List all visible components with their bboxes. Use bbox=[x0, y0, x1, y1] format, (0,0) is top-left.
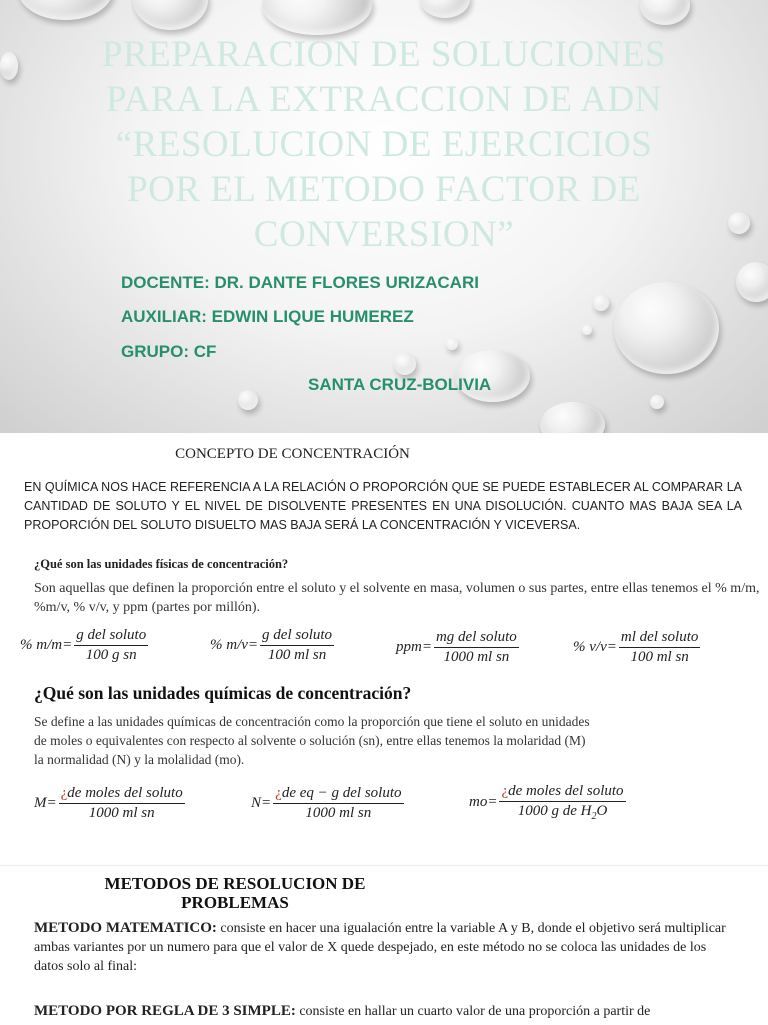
physical-units-text: Son aquellas que definen la proporción entre el soluto y el solvente en masa, volumen o sus partes, entre ellas tenemos el % m/m, %m/v, % v/v, y ppm (partes por millón). bbox=[34, 581, 760, 615]
chemical-units-question: ¿Qué son las unidades químicas de concentración? bbox=[34, 683, 412, 703]
text-line: de moles o equivalentes con respecto al solvente o solución (sn), entre ellas tenemos la molaridad (M) bbox=[34, 733, 586, 748]
water-drop bbox=[394, 353, 416, 375]
formula-lhs: % m/m= bbox=[20, 637, 73, 653]
water-drop bbox=[650, 395, 664, 409]
intro-paragraph: EN QUÍMICA NOS HACE REFERENCIA A LA RELACIÓN O PROPORCIÓN QUE SE PUEDE ESTABLECER AL COMPARAR LA CANTIDAD DE SOLUTO Y EL NIVEL DE DISOLVENTE PRESENTES EN UNA DISOLUCIÓN. CUANTO MAS BAJA SEA LA PROPORCIÓN DEL SOLUTO DISUELTO MAS BAJA SERÁ LA CONCENTRACIÓN Y VICEVERSA. bbox=[24, 480, 742, 532]
methods-title: METODOS DE RESOLUCION DE PROBLEMAS bbox=[104, 874, 366, 912]
water-drop bbox=[640, 0, 690, 25]
water-drop bbox=[614, 282, 719, 374]
water-drop bbox=[593, 295, 609, 311]
formula-v-v bbox=[573, 629, 700, 666]
formula-denominator: 1000 ml sn bbox=[305, 805, 372, 821]
title-line: PREPARACION DE SOLUCIONES bbox=[101, 34, 667, 75]
text-line: la normalidad (N) y la molalidad (mo). bbox=[34, 752, 245, 767]
physical-units-question: ¿Qué son las unidades físicas de concentración? bbox=[34, 557, 289, 571]
water-drop bbox=[540, 402, 605, 433]
formula-lhs: mo= bbox=[469, 794, 498, 810]
formula-denominator: 1000 g de H bbox=[517, 803, 592, 819]
water-drop bbox=[18, 0, 113, 20]
formula-molality bbox=[469, 783, 626, 822]
text-line: Se define a las unidades químicas de concentración como la proporción que tiene el soluto en unidades bbox=[34, 714, 590, 729]
formula-lhs: % v/v= bbox=[573, 639, 617, 655]
water-drop bbox=[736, 262, 768, 302]
title-line: POR EL METODO FACTOR DE bbox=[127, 169, 641, 210]
method-rule3-label: METODO POR REGLA DE 3 SIMPLE: bbox=[34, 1003, 296, 1019]
formula-numerator: ml del soluto bbox=[619, 629, 701, 648]
formula-numerator: de moles del soluto bbox=[67, 785, 183, 801]
water-drop bbox=[582, 325, 592, 335]
method-math-paragraph bbox=[34, 919, 734, 976]
method-rule3-text: consiste en hallar un cuarto valor de una proporción a partir de bbox=[295, 1004, 651, 1019]
title-line: CONVERSION” bbox=[253, 214, 515, 255]
formula-subscript: 2 bbox=[591, 811, 597, 822]
water-drop bbox=[0, 52, 18, 80]
formula-denominator: 100 ml sn bbox=[267, 647, 327, 663]
formula-lhs: N= bbox=[251, 795, 272, 811]
formula-numerator: g del soluto bbox=[74, 627, 148, 646]
formula-denominator: 1000 ml sn bbox=[443, 649, 510, 665]
auxiliar-label: AUXILIAR: EDWIN LIQUE HUMEREZ bbox=[121, 307, 414, 326]
formula-numerator: mg del soluto bbox=[434, 629, 519, 648]
water-drop bbox=[420, 0, 470, 18]
formula-mark: ¿ bbox=[501, 783, 509, 799]
formula-m-v bbox=[210, 627, 334, 664]
water-drop bbox=[446, 338, 458, 350]
method-math-text: consiste en hacer una igualación entre la variable A y B, donde el objetivo será multiplicar ambas variantes por un numero para que el valor de X quede despejado, en este método no se coloca las unidades de los datos solo al final: bbox=[34, 921, 726, 974]
grupo-label: GRUPO: CF bbox=[121, 342, 217, 361]
title-line: PARA LA EXTRACCION DE ADN bbox=[106, 79, 662, 120]
formula-mark: ¿ bbox=[275, 785, 282, 801]
formula-denominator: 100 ml sn bbox=[630, 649, 689, 665]
method-math-label: METODO MATEMATICO: bbox=[34, 920, 217, 936]
water-drop bbox=[238, 390, 258, 410]
formula-lhs: ppm= bbox=[396, 639, 432, 655]
formula-ppm bbox=[396, 629, 519, 666]
water-drop bbox=[133, 0, 208, 30]
formula-denominator: 1000 ml sn bbox=[88, 805, 155, 821]
concentration-slide bbox=[0, 433, 768, 865]
water-drop bbox=[262, 0, 372, 35]
formula-denominator-tail: O bbox=[596, 803, 608, 819]
title-line: “RESOLUCION DE EJERCICIOS bbox=[115, 124, 653, 165]
formula-denominator: 100 g sn bbox=[85, 647, 137, 663]
methods-slide bbox=[0, 865, 768, 1025]
section-title: CONCEPTO DE CONCENTRACIÓN bbox=[175, 446, 410, 462]
title-slide bbox=[0, 0, 768, 433]
formula-normality bbox=[251, 785, 404, 822]
slide-title bbox=[20, 32, 748, 257]
formula-m-m bbox=[20, 627, 148, 664]
method-rule3-paragraph bbox=[34, 1002, 734, 1021]
docente-label: DOCENTE: DR. DANTE FLORES URIZACARI bbox=[121, 273, 479, 292]
formula-numerator: de moles del soluto bbox=[508, 783, 624, 799]
formula-mark: ¿ bbox=[60, 785, 68, 801]
formula-lhs: % m/v= bbox=[210, 637, 259, 653]
chemical-units-text bbox=[34, 712, 762, 769]
location-label: SANTA CRUZ-BOLIVIA bbox=[308, 375, 492, 394]
formula-numerator: de eq − g del soluto bbox=[281, 785, 402, 801]
formula-numerator: g del soluto bbox=[260, 627, 334, 646]
formula-lhs: M= bbox=[34, 795, 57, 811]
formula-molarity bbox=[34, 785, 185, 822]
